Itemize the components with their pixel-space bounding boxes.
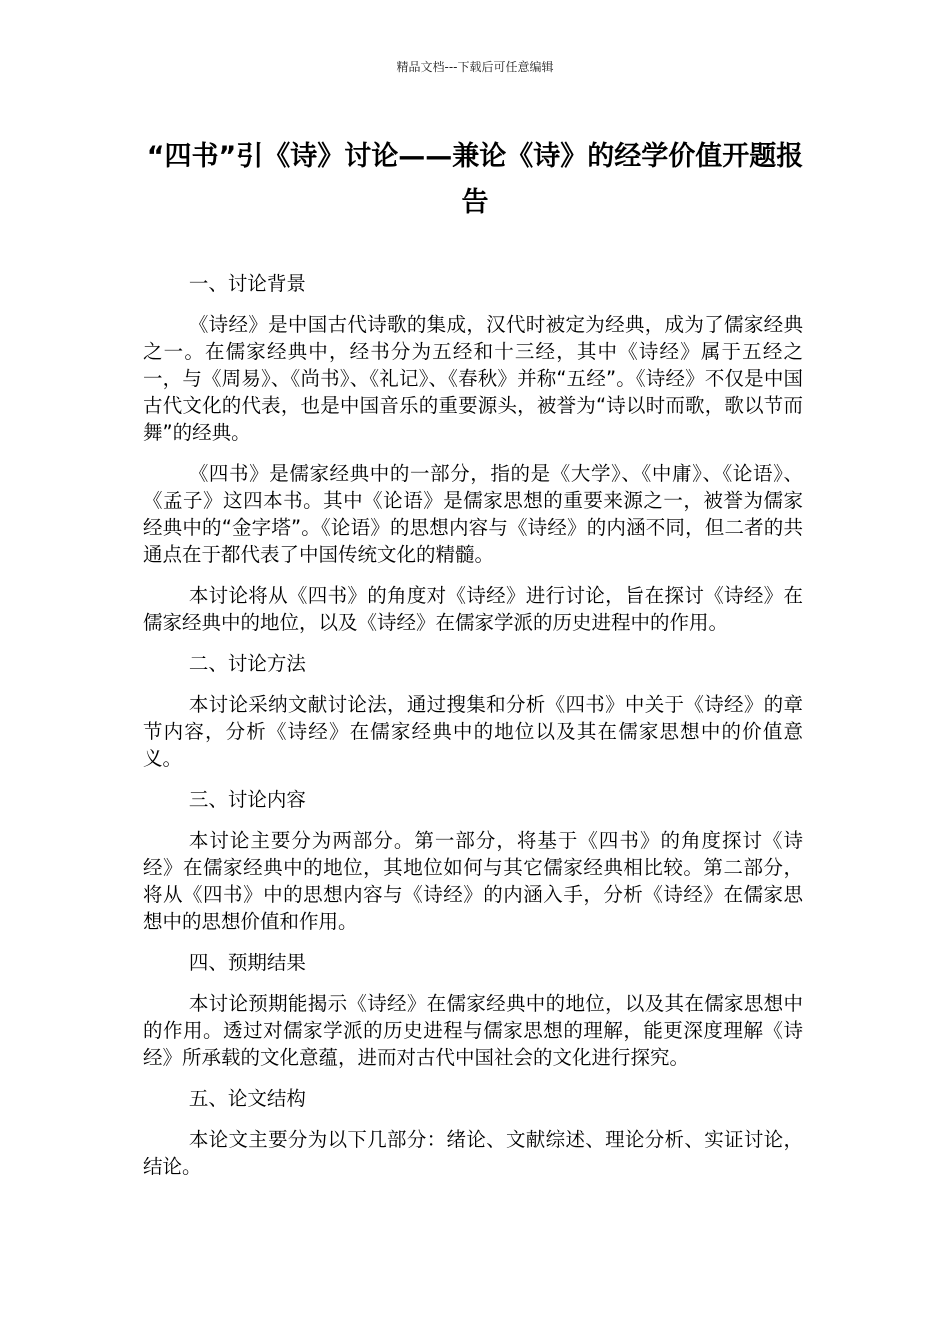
paragraph: 《诗经》是中国古代诗歌的集成，汉代时被定为经典，成为了儒家经典之一。在儒家经典中，经书分为五经和十三经，其中《诗经》属于五经之一，与《周易》、《尚书》、《礼记》、《春秋》并称“五经”。《诗经》不仅是中国古代文化的代表，也是中国音乐的重要源头，被誉为“诗以时而歌，歌以节而舞”的经典。 bbox=[143, 313, 803, 444]
paragraph: 《四书》是儒家经典中的一部分，指的是《大学》、《中庸》、《论语》、《孟子》这四本书。其中《论语》是儒家思想的重要来源之一，被誉为儒家经典中的“金字塔”。《论语》的思想内容与《诗经》的内涵不同，但二者的共通点在于都代表了中国传统文化的精髓。 bbox=[143, 462, 803, 566]
paragraph: 本讨论预期能揭示《诗经》在儒家经典中的地位，以及其在儒家思想中的作用。透过对儒家学派的历史进程与儒家思想的理解，能更深度理解《诗经》所承载的文化意蕴，进而对古代中国社会的文化进行探究。 bbox=[143, 992, 803, 1069]
header-note: 精品文档---下载后可任意编辑 bbox=[396, 60, 554, 74]
section-heading-background: 一、讨论背景 bbox=[188, 272, 306, 295]
paragraph: 本讨论主要分为两部分。第一部分，将基于《四书》的角度探讨《诗经》在儒家经典中的地位，其地位如何与其它儒家经典相比较。第二部分，将从《四书》中的思想内容与《诗经》的内涵入手，分析《诗经》在儒家思想中的思想价值和作用。 bbox=[143, 829, 803, 933]
section-heading-content: 三、讨论内容 bbox=[188, 788, 306, 811]
section-heading-structure: 五、论文结构 bbox=[188, 1087, 306, 1110]
paragraph: 本讨论将从《四书》的角度对《诗经》进行讨论，旨在探讨《诗经》在儒家经典中的地位，以及《诗经》在儒家学派的历史进程中的作用。 bbox=[143, 584, 803, 634]
paragraph: 本讨论采纳文献讨论法，通过搜集和分析《四书》中关于《诗经》的章节内容，分析《诗经》在儒家经典中的地位以及其在儒家思想中的价值意义。 bbox=[143, 693, 803, 770]
section-heading-expected-results: 四、预期结果 bbox=[188, 951, 306, 974]
document-body bbox=[143, 270, 803, 1194]
document-title: “四书”引《诗》讨论——兼论《诗》的经学价值开题报告 bbox=[146, 141, 804, 218]
section-heading-method: 二、讨论方法 bbox=[188, 652, 306, 675]
paragraph: 本论文主要分为以下几部分：绪论、文献综述、理论分析、实证讨论，结论。 bbox=[143, 1128, 803, 1178]
